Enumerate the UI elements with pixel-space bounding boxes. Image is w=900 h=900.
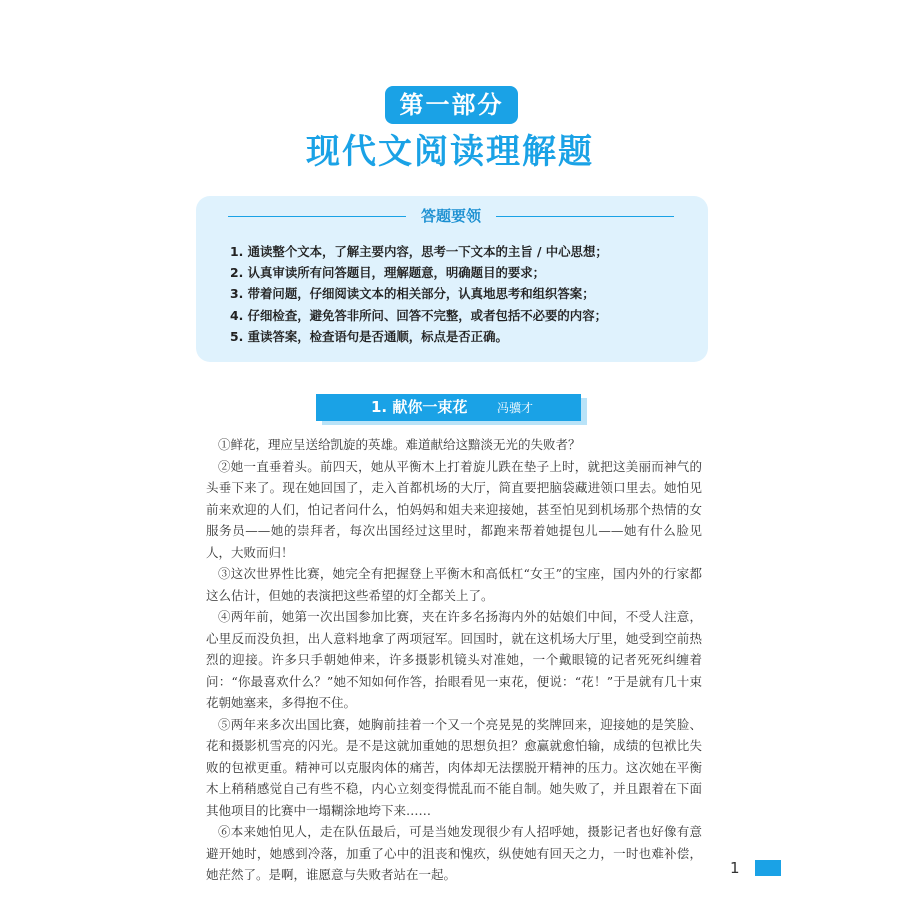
part-badge: 第一部分	[385, 86, 518, 124]
chapter-title: 1. 献你一束花	[371, 398, 468, 416]
tips-divider-left	[228, 216, 406, 217]
tips-list	[230, 241, 700, 347]
chapter-heading	[316, 394, 581, 421]
page-title: 现代文阅读理解题	[306, 132, 594, 172]
chapter-author: 冯骥才	[497, 401, 534, 415]
paragraph: ①鲜花，理应呈送给凯旋的英雄。难道献给这黯淡无光的失败者？	[218, 437, 581, 452]
page-number: 1	[730, 859, 740, 877]
paragraph: ④两年前，她第一次出国参加比赛，夹在许多名扬海内外的姑娘们中间，不受人注意，心里反而没负担，出人意料地拿了两项冠军。回国时，就在这机场大厅里，她受到空前热烈的迎接。许多只手朝她伸来，许多摄影机镜头对准她，一个戴眼镜的记者死死纠缠着问：“你最喜欢什么？”她不知如何作答，抬眼看见一束花，便说：“花！”于是就有几十束花朝她塞来，多得抱不住。	[206, 609, 702, 710]
tips-item: 1. 通读整个文本，了解主要内容，思考一下文本的主旨 / 中心思想；	[230, 244, 608, 259]
tips-item: 3. 带着问题，仔细阅读文本的相关部分，认真地思考和组织答案；	[230, 286, 595, 302]
tips-header	[196, 205, 708, 227]
paragraph: ⑥本来她怕见人，走在队伍最后，可是当她发现很少有人招呼她，摄影记者也好像有意避开她时，她感到冷落，加重了心中的沮丧和愧疚，纵使她有回天之力，一时也难补偿，她茫然了。是啊，谁愿意与失败者站在一起。	[206, 824, 702, 882]
tips-item: 2. 认真审读所有问答题目，理解题意，明确题目的要求；	[230, 265, 546, 281]
tips-title: 答题要领	[420, 207, 481, 225]
page-tab-marker	[755, 860, 781, 876]
tips-item: 5. 重读答案，检查语句是否通顺，标点是否正确。	[230, 328, 508, 344]
paragraph: ⑤两年来多次出国比赛，她胸前挂着一个又一个亮晃晃的奖牌回来，迎接她的是笑脸、花和摄影机雪亮的闪光。是不是这就加重她的思想负担？愈赢就愈怕输，成绩的包袱比失败的包袱更重。精神可以克服肉体的痛苦，肉体却无法摆脱开精神的压力。这次她在平衡木上稍稍感觉自己有些不稳，内心立刻变得慌乱而不能自制。她失败了，并且跟着在下面其他项目的比赛中一塌糊涂地垮下来……	[206, 716, 702, 818]
answer-tips-box	[196, 196, 708, 362]
tips-item: 4. 仔细检查，避免答非所问、回答不完整，或者包括不必要的内容；	[230, 307, 607, 323]
tips-divider-right	[496, 216, 674, 217]
paragraph: ②她一直垂着头。前四天，她从平衡木上打着旋儿跌在垫子上时，就把这美丽而神气的头垂下来了。现在她回国了，走入首都机场的大厅，简直要把脑袋藏进领口里去。她怕见前来欢迎的人们，怕记者问什么，怕妈妈和姐夫来迎接她，甚至怕见到机场那个热情的女服务员——她的崇拜者，每次出国经过这里时，都跑来帮着她提包儿——她有什么脸见人，大败而归！	[206, 458, 702, 560]
article-body	[206, 434, 702, 886]
paragraph: ③这次世界性比赛，她完全有把握登上平衡木和高低杠“女王”的宝座，国内外的行家都这么估计，但她的表演把这些希望的灯全都关上了。	[206, 566, 702, 603]
